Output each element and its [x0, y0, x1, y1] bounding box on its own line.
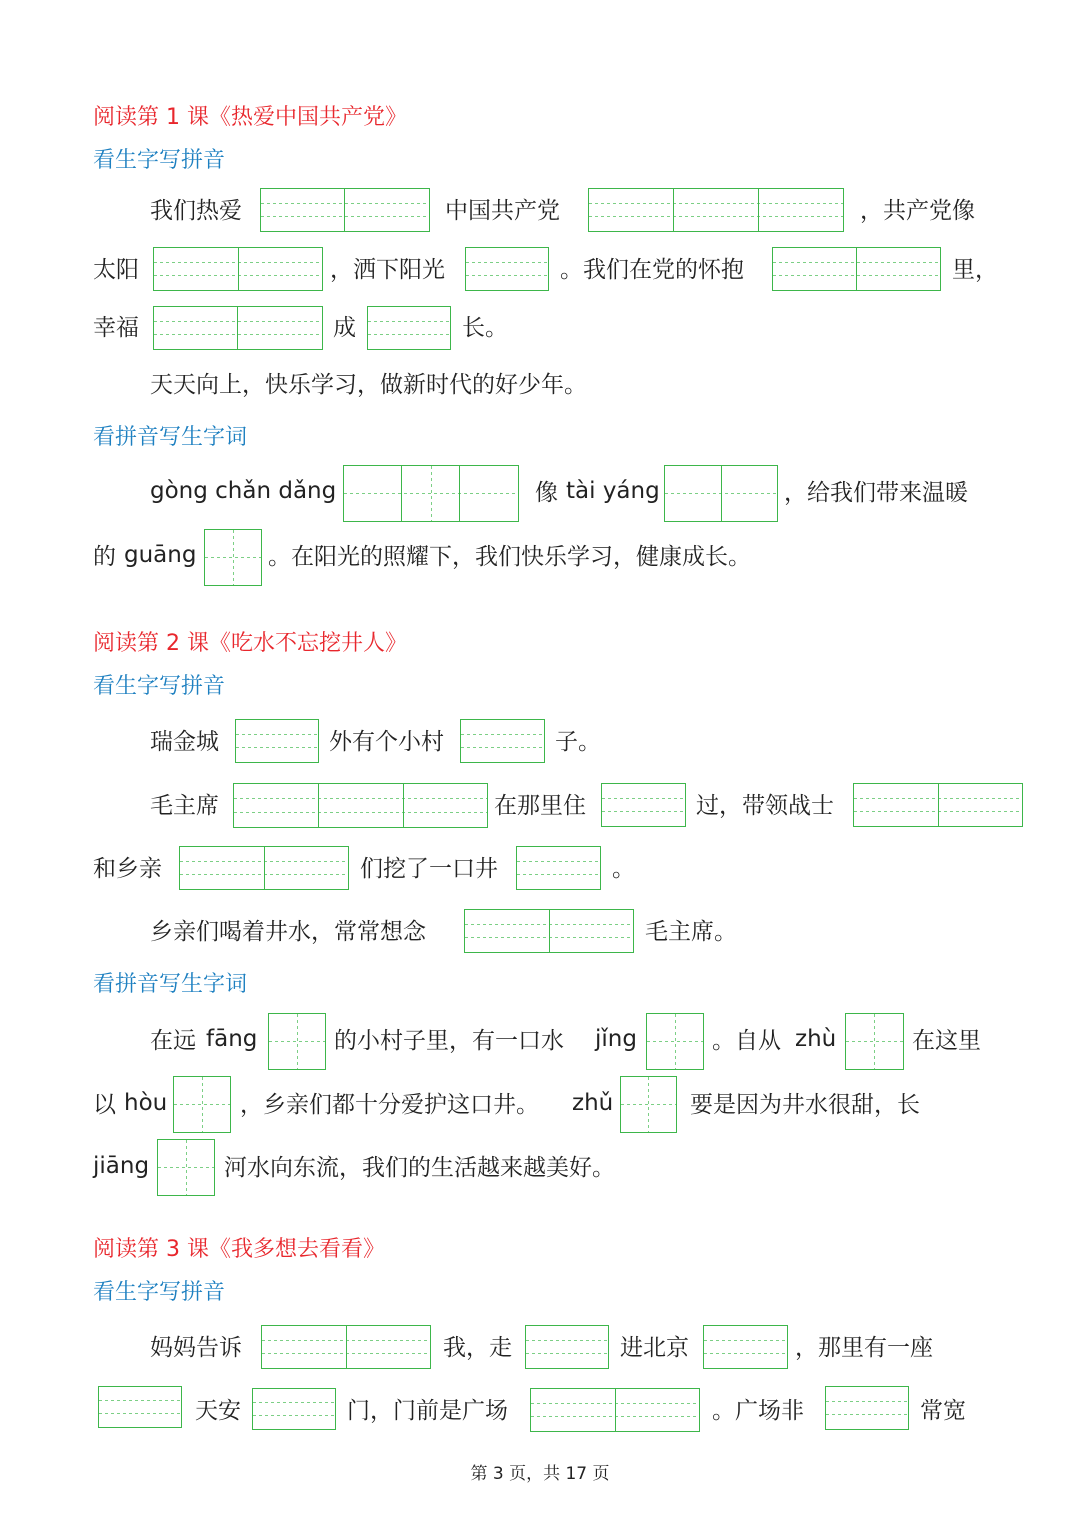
lesson2-text: 们挖了一口井 [360, 856, 498, 882]
lesson1-text: 幸福 [93, 315, 139, 341]
lesson1-text: 中国共产党 [445, 198, 560, 224]
pinyin-answer-box[interactable] [464, 909, 634, 953]
pinyin-answer-box[interactable] [703, 1325, 788, 1369]
lesson2-text: 乡亲们喝着井水，常常想念 [150, 919, 426, 945]
pinyin-answer-box[interactable] [825, 1386, 909, 1430]
lesson2-text: 瑞金城 [150, 729, 219, 755]
lesson2-text: 在那里住 [494, 793, 586, 819]
lesson2-text: 外有个小村 [329, 729, 444, 755]
pinyin-answer-box[interactable] [601, 783, 686, 827]
lesson1-text: 像 [535, 480, 558, 506]
pinyin-prompt: gòng chǎn dǎng [150, 478, 337, 504]
lesson2-text: 和乡亲 [93, 856, 162, 882]
pinyin-prompt: jǐng [595, 1026, 637, 1052]
lesson2-text: 在这里 [912, 1028, 981, 1054]
pinyin-answer-box[interactable] [516, 846, 601, 890]
lesson1-text: 的 [93, 544, 116, 570]
lesson2-text: 要是因为井水很甜，长 [690, 1092, 920, 1118]
lesson1-text: 。我们在党的怀抱 [560, 257, 744, 283]
pinyin-answer-box[interactable] [465, 247, 549, 291]
character-answer-box[interactable] [620, 1076, 677, 1133]
character-answer-box[interactable] [343, 465, 519, 522]
lesson3-text: 妈妈告诉 [150, 1335, 242, 1361]
lesson1-section-pinyin: 看生字写拼音 [93, 148, 226, 173]
lesson1-title: 阅读第 1 课《热爱中国共产党》 [93, 105, 407, 130]
lesson2-text: 以 [93, 1092, 116, 1118]
lesson2-text: 毛主席。 [645, 919, 737, 945]
pinyin-answer-box[interactable] [233, 783, 488, 828]
lesson3-section-pinyin: 看生字写拼音 [93, 1280, 226, 1305]
lesson2-text: 的小村子里，有一口水 [334, 1028, 564, 1054]
lesson1-text: 天天向上，快乐学习，做新时代的好少年。 [150, 372, 587, 398]
pinyin-answer-box[interactable] [235, 719, 319, 763]
lesson1-text: 长。 [462, 315, 508, 341]
character-answer-box[interactable] [268, 1013, 326, 1070]
lesson1-text: 成 [333, 315, 356, 341]
pinyin-answer-box[interactable] [153, 247, 323, 291]
lesson1-text: 。在阳光的照耀下，我们快乐学习，健康成长。 [268, 544, 751, 570]
pinyin-prompt: fāng [206, 1026, 258, 1052]
lesson2-section-chars: 看拼音写生字词 [93, 972, 248, 997]
lesson3-text: 常宽 [920, 1398, 966, 1424]
lesson2-title: 阅读第 2 课《吃水不忘挖井人》 [93, 631, 407, 656]
lesson1-text: ，给我们带来温暖 [784, 480, 968, 506]
lesson2-text: 毛主席 [150, 793, 219, 819]
lesson3-text: 进北京 [620, 1335, 689, 1361]
pinyin-prompt: jiāng [93, 1153, 150, 1179]
lesson2-text: 河水向东流，我们的生活越来越美好。 [224, 1155, 615, 1181]
lesson3-text: ，那里有一座 [795, 1335, 933, 1361]
lesson1-text: ，洒下阳光 [330, 257, 445, 283]
lesson2-text: 。 [612, 856, 635, 882]
pinyin-prompt: zhǔ [572, 1090, 614, 1116]
pinyin-prompt: tài yáng [566, 478, 660, 504]
pinyin-answer-box[interactable] [853, 783, 1023, 827]
pinyin-prompt: hòu [124, 1090, 168, 1116]
character-answer-box[interactable] [157, 1139, 215, 1196]
pinyin-prompt: zhù [795, 1026, 837, 1052]
pinyin-answer-box[interactable] [98, 1386, 182, 1428]
character-answer-box[interactable] [646, 1013, 704, 1070]
pinyin-answer-box[interactable] [153, 306, 323, 350]
lesson3-text: 天安 [195, 1398, 241, 1424]
lesson2-section-pinyin: 看生字写拼音 [93, 674, 226, 699]
pinyin-answer-box[interactable] [525, 1325, 609, 1369]
lesson3-text: 我，走 [443, 1335, 512, 1361]
lesson1-text: 我们热爱 [150, 198, 242, 224]
lesson1-text: ，共产党像 [860, 198, 975, 224]
lesson3-title: 阅读第 3 课《我多想去看看》 [93, 1237, 385, 1262]
lesson2-text: 在远 [150, 1028, 196, 1054]
pinyin-answer-box[interactable] [530, 1388, 700, 1432]
lesson1-section-chars: 看拼音写生字词 [93, 425, 248, 450]
character-answer-box[interactable] [845, 1013, 904, 1070]
pinyin-prompt: guāng [124, 542, 197, 568]
pinyin-answer-box[interactable] [460, 719, 545, 763]
lesson2-text: 。自从 [712, 1028, 781, 1054]
lesson2-text: 子。 [555, 729, 601, 755]
pinyin-answer-box[interactable] [261, 1325, 431, 1369]
pinyin-answer-box[interactable] [260, 188, 430, 232]
pinyin-answer-box[interactable] [367, 306, 451, 350]
page-number: 第 3 页，共 17 页 [470, 1464, 610, 1484]
character-answer-box[interactable] [173, 1076, 231, 1133]
character-answer-box[interactable] [204, 529, 262, 586]
pinyin-answer-box[interactable] [772, 247, 941, 291]
pinyin-answer-box[interactable] [179, 846, 349, 890]
lesson2-text: 过，带领战士 [696, 793, 834, 819]
lesson1-text: 太阳 [93, 257, 139, 283]
pinyin-answer-box[interactable] [252, 1388, 336, 1430]
character-answer-box[interactable] [664, 465, 778, 522]
lesson3-text: 。广场非 [712, 1398, 804, 1424]
lesson3-text: 门，门前是广场 [347, 1398, 508, 1424]
lesson2-text: ，乡亲们都十分爱护这口井。 [240, 1092, 539, 1118]
pinyin-answer-box[interactable] [588, 188, 844, 232]
lesson1-text: 里， [952, 257, 998, 283]
